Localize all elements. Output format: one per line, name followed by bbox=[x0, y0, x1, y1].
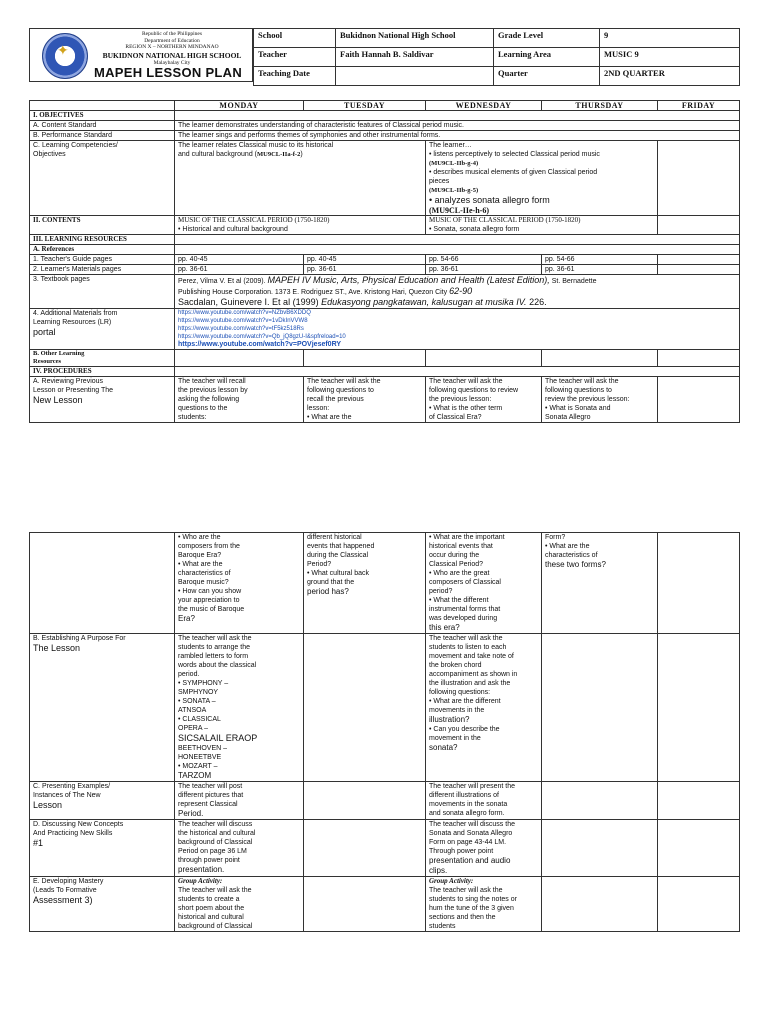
reviewing-monday-cont bbox=[175, 533, 304, 634]
text-line: • SONATA – bbox=[178, 698, 216, 705]
header-info-table bbox=[253, 28, 740, 86]
text-line: SICSALAIL ERAOP bbox=[178, 733, 258, 743]
competency-code: (MU9CL-IIb-g-5) bbox=[429, 187, 479, 194]
content-standard-value: The learner demonstrates understanding of characteristic features of Classical period music. bbox=[175, 121, 740, 131]
reviewing-wednesday-cont bbox=[426, 533, 542, 634]
text-line bbox=[178, 286, 736, 297]
youtube-link[interactable]: https://www.youtube.com/watch?v=1vDkInVVW8 bbox=[178, 318, 308, 324]
empty-cell bbox=[658, 820, 740, 877]
day-wednesday: WEDNESDAY bbox=[426, 101, 542, 111]
text-line: The teacher will present the bbox=[429, 783, 515, 790]
reviewing-row bbox=[30, 377, 740, 423]
text-line: the historical and cultural bbox=[178, 830, 256, 837]
text-line: through power point bbox=[178, 857, 240, 864]
tg-tuesday: pp. 40-45 bbox=[304, 255, 426, 265]
empty-cell bbox=[658, 350, 740, 367]
youtube-link[interactable]: https://www.youtube.com/watch?v=tF5kz518Rs bbox=[178, 326, 304, 332]
youtube-link[interactable]: https://www.youtube.com/watch?v=Qb_jQ8gzU-I&spfreload=10 bbox=[178, 334, 346, 340]
lesson-plan-table bbox=[29, 100, 740, 423]
text-line: background of Classical bbox=[178, 839, 253, 846]
text-line: • How can you show bbox=[178, 588, 242, 595]
text-line: presentation and audio bbox=[429, 856, 511, 865]
text-line: • What cultural back bbox=[307, 570, 369, 577]
text-line: OPERA – bbox=[178, 725, 208, 732]
discussing-concepts-row bbox=[30, 820, 740, 877]
text-line: review the previous lesson: bbox=[545, 396, 630, 403]
reviewing-wednesday bbox=[426, 377, 542, 423]
region-line: REGION X – NORTHERN MINDANAO bbox=[125, 44, 219, 50]
quarter-value: 2ND QUARTER bbox=[600, 67, 740, 86]
establishing-purpose-row bbox=[30, 634, 740, 782]
competency-code: MU9CL-IIa-f-2 bbox=[257, 151, 301, 158]
empty-cell bbox=[30, 533, 175, 634]
corner-cell bbox=[30, 101, 175, 111]
text-line: sonata? bbox=[429, 743, 458, 752]
lesson-plan-page-1 bbox=[0, 0, 768, 480]
empty-cell bbox=[542, 634, 658, 782]
lesson-plan-page-2 bbox=[0, 532, 768, 1024]
label-line: Resources bbox=[33, 358, 62, 365]
empty-cell bbox=[542, 820, 658, 877]
day-tuesday: TUESDAY bbox=[304, 101, 426, 111]
text-line: this era? bbox=[429, 623, 460, 632]
area-label: Learning Area bbox=[494, 48, 600, 67]
text-line: The teacher will post bbox=[178, 783, 243, 790]
label-line: 4. Additional Materials from bbox=[33, 310, 118, 317]
teachers-guide-row bbox=[30, 255, 740, 265]
text-line: events that happened bbox=[307, 543, 375, 550]
label-line: (Leads To Formative bbox=[33, 887, 97, 894]
text-line: BEETHOVEN – bbox=[178, 745, 228, 752]
presenting-examples-row bbox=[30, 782, 740, 820]
label-line: Lesson or Presenting The bbox=[33, 387, 114, 394]
text-line: students: bbox=[178, 414, 207, 421]
text-line: movements in the sonata bbox=[429, 801, 508, 808]
label-line: B. Establishing A Purpose For bbox=[33, 635, 126, 642]
empty-cell bbox=[658, 377, 740, 423]
reviewing-tuesday bbox=[304, 377, 426, 423]
label-line: E. Developing Mastery bbox=[33, 878, 104, 885]
developing-mastery-label bbox=[30, 877, 175, 932]
presenting-examples-label bbox=[30, 782, 175, 820]
text-line: • Can you describe the bbox=[429, 726, 500, 733]
empty-cell bbox=[304, 820, 426, 877]
competencies-label-line: C. Learning Competencies/ bbox=[33, 142, 118, 149]
text-line: rambled letters to form bbox=[178, 653, 249, 660]
discussing-concepts-monday bbox=[175, 820, 304, 877]
text-line: hum the tune of the 3 given bbox=[429, 905, 514, 912]
developing-mastery-monday bbox=[175, 877, 304, 932]
reviewing-continued-row bbox=[30, 533, 740, 634]
department-line: Department of Education bbox=[144, 37, 200, 44]
empty-cell bbox=[658, 634, 740, 782]
school-label: School bbox=[254, 29, 336, 48]
learners-materials-label: 2. Learner's Materials pages bbox=[30, 265, 175, 275]
text-line: The teacher will ask the bbox=[429, 887, 503, 894]
school-value: Bukidnon National High School bbox=[336, 29, 494, 48]
text-line: Sonata and Sonata Allegro bbox=[429, 830, 513, 837]
teacher-label: Teacher bbox=[254, 48, 336, 67]
label-line: D. Discussing New Concepts bbox=[33, 821, 124, 828]
text-line: following questions to review bbox=[429, 387, 519, 394]
lm-thursday: pp. 36-61 bbox=[542, 265, 658, 275]
text-line: following questions to bbox=[545, 387, 612, 394]
objectives-heading: I. OBJECTIVES bbox=[30, 111, 175, 121]
text-span: 226. bbox=[526, 297, 547, 307]
text-line: • What is Sonata and bbox=[545, 405, 611, 412]
group-activity-label: Group Activity: bbox=[178, 877, 223, 885]
reviewing-tuesday-cont bbox=[304, 533, 426, 634]
text-line: students to create a bbox=[178, 896, 240, 903]
developing-mastery-row bbox=[30, 877, 740, 932]
label-line: B. Other Learning bbox=[33, 350, 85, 357]
text-line: students to arrange the bbox=[178, 644, 250, 651]
text-line: following questions to bbox=[307, 387, 374, 394]
day-thursday: THURSDAY bbox=[542, 101, 658, 111]
text-line: pieces bbox=[429, 178, 450, 185]
label-line: The Lesson bbox=[33, 643, 81, 653]
text-line: movement in the bbox=[429, 735, 481, 742]
text-line: lesson: bbox=[307, 405, 330, 412]
discussing-concepts-label bbox=[30, 820, 175, 877]
contents-title: MUSIC OF THE CLASSICAL PERIOD (1750-1820) bbox=[429, 216, 581, 224]
text-line: The teacher will discuss bbox=[178, 821, 253, 828]
text-line: Baroque music? bbox=[178, 579, 229, 586]
text-line: • MOZART – bbox=[178, 763, 218, 770]
text-line: • What is the other term bbox=[429, 405, 503, 412]
text-line: • What are the important bbox=[429, 534, 505, 541]
text-line: the previous lesson by bbox=[178, 387, 248, 394]
text-span: and cultural background ( bbox=[178, 151, 257, 158]
text-line: HONEETBVE bbox=[178, 754, 222, 761]
text-line: short poem about the bbox=[178, 905, 245, 912]
text-line: composers from the bbox=[178, 543, 240, 550]
text-line: these two forms? bbox=[545, 560, 606, 569]
empty-cell bbox=[658, 533, 740, 634]
text-span: Publishing House Corporation. 1373 E. Rodriguez ST., Ave. Kristong Hari, Quezon City bbox=[178, 289, 450, 296]
text-line: the music of Baroque bbox=[178, 606, 245, 613]
empty-cell bbox=[304, 877, 426, 932]
document-title: MAPEH LESSON PLAN bbox=[93, 65, 243, 80]
school-name-line: BUKIDNON NATIONAL HIGH SCHOOL bbox=[102, 50, 242, 60]
text-line: movement and take note of bbox=[429, 653, 514, 660]
text-line: different illustrations of bbox=[429, 792, 499, 799]
contents-row bbox=[30, 216, 740, 235]
lesson-plan-table-continued bbox=[29, 532, 740, 932]
book-title: Edukasyong pangkatawan, kalusugan at musika IV. bbox=[321, 297, 527, 307]
youtube-link[interactable]: https://www.youtube.com/watch?v=POVjesef0RY bbox=[178, 341, 342, 348]
text-line: Classical Period? bbox=[429, 561, 484, 568]
label-line: New Lesson bbox=[33, 395, 83, 405]
text-line: ground that the bbox=[307, 579, 355, 586]
text-line: the previous lesson: bbox=[429, 396, 492, 403]
text-line: asking the following bbox=[178, 396, 240, 403]
reviewing-thursday-cont bbox=[542, 533, 658, 634]
text-line: The teacher will ask the bbox=[545, 378, 619, 385]
empty-cell bbox=[175, 367, 740, 377]
performance-standard-label: B. Performance Standard bbox=[30, 131, 175, 141]
content-standard-row bbox=[30, 121, 740, 131]
text-line: Baroque Era? bbox=[178, 552, 222, 559]
text-line: different historical bbox=[307, 534, 362, 541]
text-line bbox=[178, 150, 422, 159]
learners-materials-row bbox=[30, 265, 740, 275]
text-line: period. bbox=[178, 671, 200, 678]
label-line: #1 bbox=[33, 838, 44, 848]
text-line: • SYMPHONY – bbox=[178, 680, 229, 687]
learning-resources-heading: III. LEARNING RESOURCES bbox=[30, 235, 175, 245]
text-line: • CLASSICAL bbox=[178, 716, 221, 723]
contents-title: MUSIC OF THE CLASSICAL PERIOD (1750-1820) bbox=[178, 216, 330, 224]
empty-cell bbox=[175, 111, 740, 121]
contents-item: • Sonata, sonata allegro form bbox=[429, 226, 520, 233]
date-label: Teaching Date bbox=[254, 67, 336, 86]
text-line: historical events that bbox=[429, 543, 493, 550]
competencies-label-line: Objectives bbox=[33, 151, 66, 158]
text-line: • Who are the great bbox=[429, 570, 490, 577]
label-line: Learning Resources (LR) bbox=[33, 319, 112, 326]
text-line: • listens perceptively to selected Classical period music bbox=[429, 151, 600, 158]
procedures-row bbox=[30, 367, 740, 377]
text-line: Period on page 36 LM bbox=[178, 848, 247, 855]
text-span: St. Bernadette bbox=[549, 278, 597, 285]
empty-cell bbox=[542, 782, 658, 820]
label-line: Lesson bbox=[33, 800, 63, 810]
text-line: Through power point bbox=[429, 848, 494, 855]
text-line: historical and cultural bbox=[178, 914, 244, 921]
youtube-link[interactable]: https://www.youtube.com/watch?v=NZbvB6XDDQ bbox=[178, 310, 311, 316]
text-line: The learner… bbox=[429, 142, 472, 149]
text-line: Era? bbox=[178, 614, 195, 623]
text-line: The teacher will ask the bbox=[178, 887, 252, 894]
text-line: characteristics of bbox=[545, 552, 598, 559]
text-line: period has? bbox=[307, 587, 349, 596]
text-line: Form? bbox=[545, 534, 566, 541]
republic-line: Republic of the Philippines bbox=[141, 31, 203, 37]
tg-wednesday: pp. 54-66 bbox=[426, 255, 542, 265]
text-span: Sacdalan, Guinevere I. Et al (1999) bbox=[178, 297, 322, 307]
text-line: movements in the bbox=[429, 707, 485, 714]
text-span: ) bbox=[300, 151, 303, 158]
empty-cell bbox=[658, 265, 740, 275]
star-icon: ✦ bbox=[57, 42, 69, 58]
establishing-purpose-monday bbox=[175, 634, 304, 782]
performance-standard-row bbox=[30, 131, 740, 141]
text-line: • What are the bbox=[545, 543, 590, 550]
text-line: The teacher will ask the bbox=[178, 635, 252, 642]
day-monday: MONDAY bbox=[175, 101, 304, 111]
teachers-guide-label: 1. Teacher's Guide pages bbox=[30, 255, 175, 265]
reviewing-thursday bbox=[542, 377, 658, 423]
deped-header-block bbox=[29, 28, 253, 82]
text-line: The learner relates Classical music to its historical bbox=[178, 142, 334, 149]
text-line: • describes musical elements of given Classical period bbox=[429, 169, 598, 176]
lm-monday: pp. 36-61 bbox=[175, 265, 304, 275]
text-line: recall the previous bbox=[307, 396, 364, 403]
teacher-value: Faith Hannah B. Saldivar bbox=[336, 48, 494, 67]
competencies-label bbox=[30, 141, 175, 216]
text-line: Sonata Allegro bbox=[545, 414, 591, 421]
text-line: The teacher will ask the bbox=[429, 378, 503, 385]
text-line: following questions: bbox=[429, 689, 491, 696]
additional-materials-links bbox=[175, 309, 740, 350]
text-line: Period? bbox=[307, 561, 332, 568]
day-header-row bbox=[30, 101, 740, 111]
presenting-examples-wednesday bbox=[426, 782, 542, 820]
empty-cell bbox=[175, 245, 740, 255]
competencies-row bbox=[30, 141, 740, 216]
presenting-examples-monday bbox=[175, 782, 304, 820]
empty-cell bbox=[304, 782, 426, 820]
book-title: MAPEH IV Music, Arts, Physical Education and Health (Latest Edition), bbox=[267, 275, 550, 285]
text-line: the illustration and ask the bbox=[429, 680, 511, 687]
text-line: students to listen to each bbox=[429, 644, 507, 651]
reviewing-monday bbox=[175, 377, 304, 423]
lm-wednesday: pp. 36-61 bbox=[426, 265, 542, 275]
text-line: sections and then the bbox=[429, 914, 496, 921]
label-line: portal bbox=[33, 327, 56, 337]
empty-cell bbox=[542, 350, 658, 367]
empty-cell bbox=[175, 350, 304, 367]
department-lines bbox=[92, 31, 252, 66]
contents-monday bbox=[175, 216, 426, 235]
grade-value: 9 bbox=[600, 29, 740, 48]
text-line: • What are the different bbox=[429, 698, 501, 705]
empty-cell bbox=[658, 141, 740, 216]
text-line: ATNSOA bbox=[178, 707, 207, 714]
other-resources-row bbox=[30, 350, 740, 367]
competencies-wednesday bbox=[426, 141, 658, 216]
label-line: Assessment 3) bbox=[33, 895, 93, 905]
text-line: illustration? bbox=[429, 715, 470, 724]
text-line: of Classical Era? bbox=[429, 414, 482, 421]
objectives-row bbox=[30, 111, 740, 121]
contents-item: • Historical and cultural background bbox=[178, 226, 288, 233]
text-line: different pictures that bbox=[178, 792, 244, 799]
text-line: period? bbox=[429, 588, 453, 595]
additional-materials-row bbox=[30, 309, 740, 350]
text-line: clips. bbox=[429, 866, 448, 875]
area-value: MUSIC 9 bbox=[600, 48, 740, 67]
text-line: the broken chord bbox=[429, 662, 482, 669]
label-line: C. Presenting Examples/ bbox=[33, 783, 111, 790]
city-line: Malaybalay City bbox=[153, 59, 191, 66]
group-activity-label: Group Activity: bbox=[429, 877, 474, 885]
tg-thursday: pp. 54-66 bbox=[542, 255, 658, 265]
text-line bbox=[178, 275, 736, 286]
text-line: The teacher will discuss the bbox=[429, 821, 515, 828]
empty-cell bbox=[304, 350, 426, 367]
other-resources-label bbox=[30, 350, 175, 367]
grade-label: Grade Level bbox=[494, 29, 600, 48]
empty-cell bbox=[175, 235, 740, 245]
text-line: SMPHYNOY bbox=[178, 689, 219, 696]
establishing-purpose-wednesday bbox=[426, 634, 542, 782]
text-line: accompaniment as shown in bbox=[429, 671, 518, 678]
text-line: • What are the bbox=[178, 561, 223, 568]
label-line: And Practicing New Skills bbox=[33, 830, 113, 837]
text-line: • analyzes sonata allegro form bbox=[429, 195, 550, 205]
textbook-label: 3. Textbook pages bbox=[30, 275, 175, 309]
text-line: was developed during bbox=[429, 615, 498, 622]
text-line: • Who are the bbox=[178, 534, 221, 541]
text-line: • What are the bbox=[307, 414, 352, 421]
text-line: represent Classical bbox=[178, 801, 238, 808]
text-line: The teacher will recall bbox=[178, 378, 246, 385]
empty-cell bbox=[658, 877, 740, 932]
text-line: students bbox=[429, 923, 456, 930]
discussing-concepts-wednesday bbox=[426, 820, 542, 877]
text-line: Period. bbox=[178, 809, 204, 818]
competencies-monday bbox=[175, 141, 426, 216]
text-line: background of Classical bbox=[178, 923, 253, 930]
text-line: students to sing the notes or bbox=[429, 896, 517, 903]
page-gap bbox=[0, 480, 768, 532]
text-line: Form on page 43-44 LM. bbox=[429, 839, 507, 846]
text-line: • What the different bbox=[429, 597, 489, 604]
text-line: and sonata allegro form. bbox=[429, 810, 505, 817]
text-line: The teacher will ask the bbox=[429, 635, 503, 642]
empty-cell bbox=[658, 255, 740, 265]
text-span: Perez, Vilma V. Et al (2009). bbox=[178, 278, 268, 285]
references-heading: A. References bbox=[30, 245, 175, 255]
text-line bbox=[178, 297, 736, 308]
label-line: Instances of The New bbox=[33, 792, 101, 799]
text-line: characteristics of bbox=[178, 570, 231, 577]
text-line: The teacher will ask the bbox=[307, 378, 381, 385]
empty-cell bbox=[304, 634, 426, 782]
text-line: words about the classical bbox=[178, 662, 257, 669]
competency-code: (MU9CL-IIb-g-4) bbox=[429, 160, 479, 167]
competency-code: (MU9CL-IIe-h-6) bbox=[429, 206, 489, 215]
lm-tuesday: pp. 36-61 bbox=[304, 265, 426, 275]
additional-materials-label bbox=[30, 309, 175, 350]
text-line: instrumental forms that bbox=[429, 606, 501, 613]
empty-cell bbox=[658, 782, 740, 820]
tg-monday: pp. 40-45 bbox=[175, 255, 304, 265]
day-friday: FRIDAY bbox=[658, 101, 740, 111]
text-line: your appreciation to bbox=[178, 597, 240, 604]
page-range: 62-90 bbox=[449, 286, 473, 296]
textbook-value bbox=[175, 275, 740, 309]
label-line: A. Reviewing Previous bbox=[33, 378, 104, 385]
empty-cell bbox=[658, 216, 740, 235]
reviewing-label bbox=[30, 377, 175, 423]
performance-standard-value: The learner sings and performs themes of symphonies and other instrumental forms. bbox=[175, 131, 740, 141]
establishing-purpose-label bbox=[30, 634, 175, 782]
contents-heading: II. CONTENTS bbox=[30, 216, 175, 235]
text-line: presentation. bbox=[178, 865, 225, 874]
date-value bbox=[336, 67, 494, 86]
text-line: during the Classical bbox=[307, 552, 369, 559]
empty-cell bbox=[542, 877, 658, 932]
text-line: composers of Classical bbox=[429, 579, 501, 586]
learning-resources-row bbox=[30, 235, 740, 245]
textbook-row bbox=[30, 275, 740, 309]
references-row bbox=[30, 245, 740, 255]
procedures-heading: IV. PROCEDURES bbox=[30, 367, 175, 377]
text-line: TARZOM bbox=[178, 771, 212, 780]
contents-wednesday bbox=[426, 216, 658, 235]
text-line: occur during the bbox=[429, 552, 480, 559]
quarter-label: Quarter bbox=[494, 67, 600, 86]
empty-cell bbox=[426, 350, 542, 367]
developing-mastery-wednesday bbox=[426, 877, 542, 932]
text-line: questions to the bbox=[178, 405, 228, 412]
content-standard-label: A. Content Standard bbox=[30, 121, 175, 131]
